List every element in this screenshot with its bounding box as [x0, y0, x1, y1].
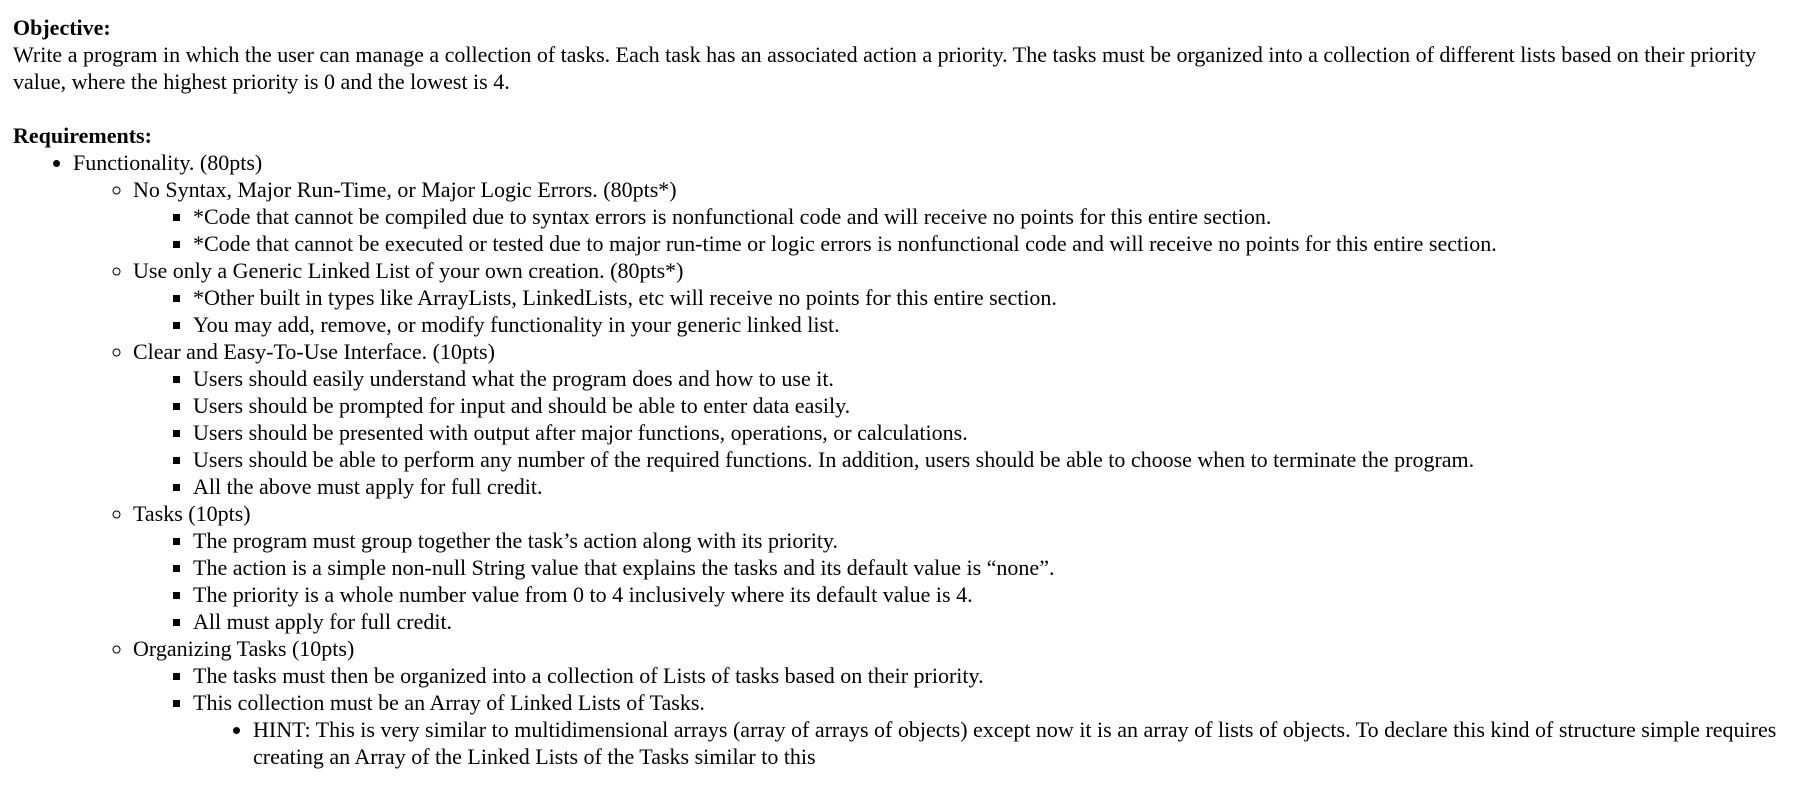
- organizing-label: Organizing Tasks (10pts): [133, 636, 355, 661]
- list-item: ▪ The tasks must then be organized into a collection of Lists of tasks based on their priority.: [193, 662, 1807, 689]
- requirements-heading: Requirements:: [13, 123, 152, 148]
- list-item: [133, 338, 1807, 500]
- list-item: [133, 257, 1807, 338]
- generic-list-label: Use only a Generic Linked List of your own creation. (80pts*): [133, 258, 684, 283]
- tasks-list: [133, 527, 1807, 635]
- no-errors-list: [133, 203, 1807, 257]
- organizing-item-text: This collection must be an Array of Linked Lists of Tasks.: [193, 690, 705, 715]
- list-item: ▪ Users should be presented with output after major functions, operations, or calculations.: [193, 419, 1807, 446]
- interface-label: Clear and Easy-To-Use Interface. (10pts): [133, 339, 495, 364]
- list-item: ▪ *Code that cannot be executed or tested due to major run-time or logic errors is nonfunctional code and will receive no points for this entire section.: [193, 230, 1807, 257]
- list-item: [133, 176, 1807, 257]
- list-item: [193, 689, 1807, 770]
- no-errors-label: No Syntax, Major Run-Time, or Major Logic Errors. (80pts*): [133, 177, 677, 202]
- list-item: ▪ *Code that cannot be compiled due to syntax errors is nonfunctional code and will receive no points for this entire section.: [193, 203, 1807, 230]
- list-item: [73, 149, 1807, 770]
- list-item: ▪ Users should be prompted for input and should be able to enter data easily.: [193, 392, 1807, 419]
- objective-text: Write a program in which the user can manage a collection of tasks. Each task has an associated action a priority. The tasks must be organized into a collection of different lists based on their priority value, where the highest priority is 0 and the lowest is 4.: [13, 42, 1757, 94]
- list-item: ▪ Users should easily understand what the program does and how to use it.: [193, 365, 1807, 392]
- requirements-list: [13, 149, 1807, 770]
- organizing-list: [133, 662, 1807, 770]
- tasks-label: Tasks (10pts): [133, 501, 251, 526]
- generic-list-list: [133, 284, 1807, 338]
- functionality-label: Functionality. (80pts): [73, 150, 263, 175]
- list-item: [133, 635, 1807, 770]
- list-item: ▪ *Other built in types like ArrayLists, LinkedLists, etc will receive no points for this entire section.: [193, 284, 1807, 311]
- section-gap: [13, 95, 1807, 122]
- list-item: ▪ The priority is a whole number value from 0 to 4 inclusively where its default value is 4.: [193, 581, 1807, 608]
- list-item: ▪ Users should be able to perform any number of the required functions. In addition, users should be able to choose when to terminate the program.: [193, 446, 1807, 473]
- list-item: ▪ The program must group together the task’s action along with its priority.: [193, 527, 1807, 554]
- interface-list: [133, 365, 1807, 500]
- hint-item: • HINT: This is very similar to multidimensional arrays (array of arrays of objects) except now it is an array of lists of objects. To declare this kind of structure simple requires creating an Array of the Linked Lists of the Tasks similar to this: [253, 716, 1807, 770]
- list-item: ▪ All the above must apply for full credit.: [193, 473, 1807, 500]
- list-item: ▪ You may add, remove, or modify functionality in your generic linked list.: [193, 311, 1807, 338]
- list-item: [133, 500, 1807, 635]
- functionality-sublist: [73, 176, 1807, 770]
- list-item: ▪ The action is a simple non-null String value that explains the tasks and its default value is “none”.: [193, 554, 1807, 581]
- list-item: ▪ All must apply for full credit.: [193, 608, 1807, 635]
- objective-heading: Objective:: [13, 15, 111, 40]
- hint-list: [193, 716, 1807, 770]
